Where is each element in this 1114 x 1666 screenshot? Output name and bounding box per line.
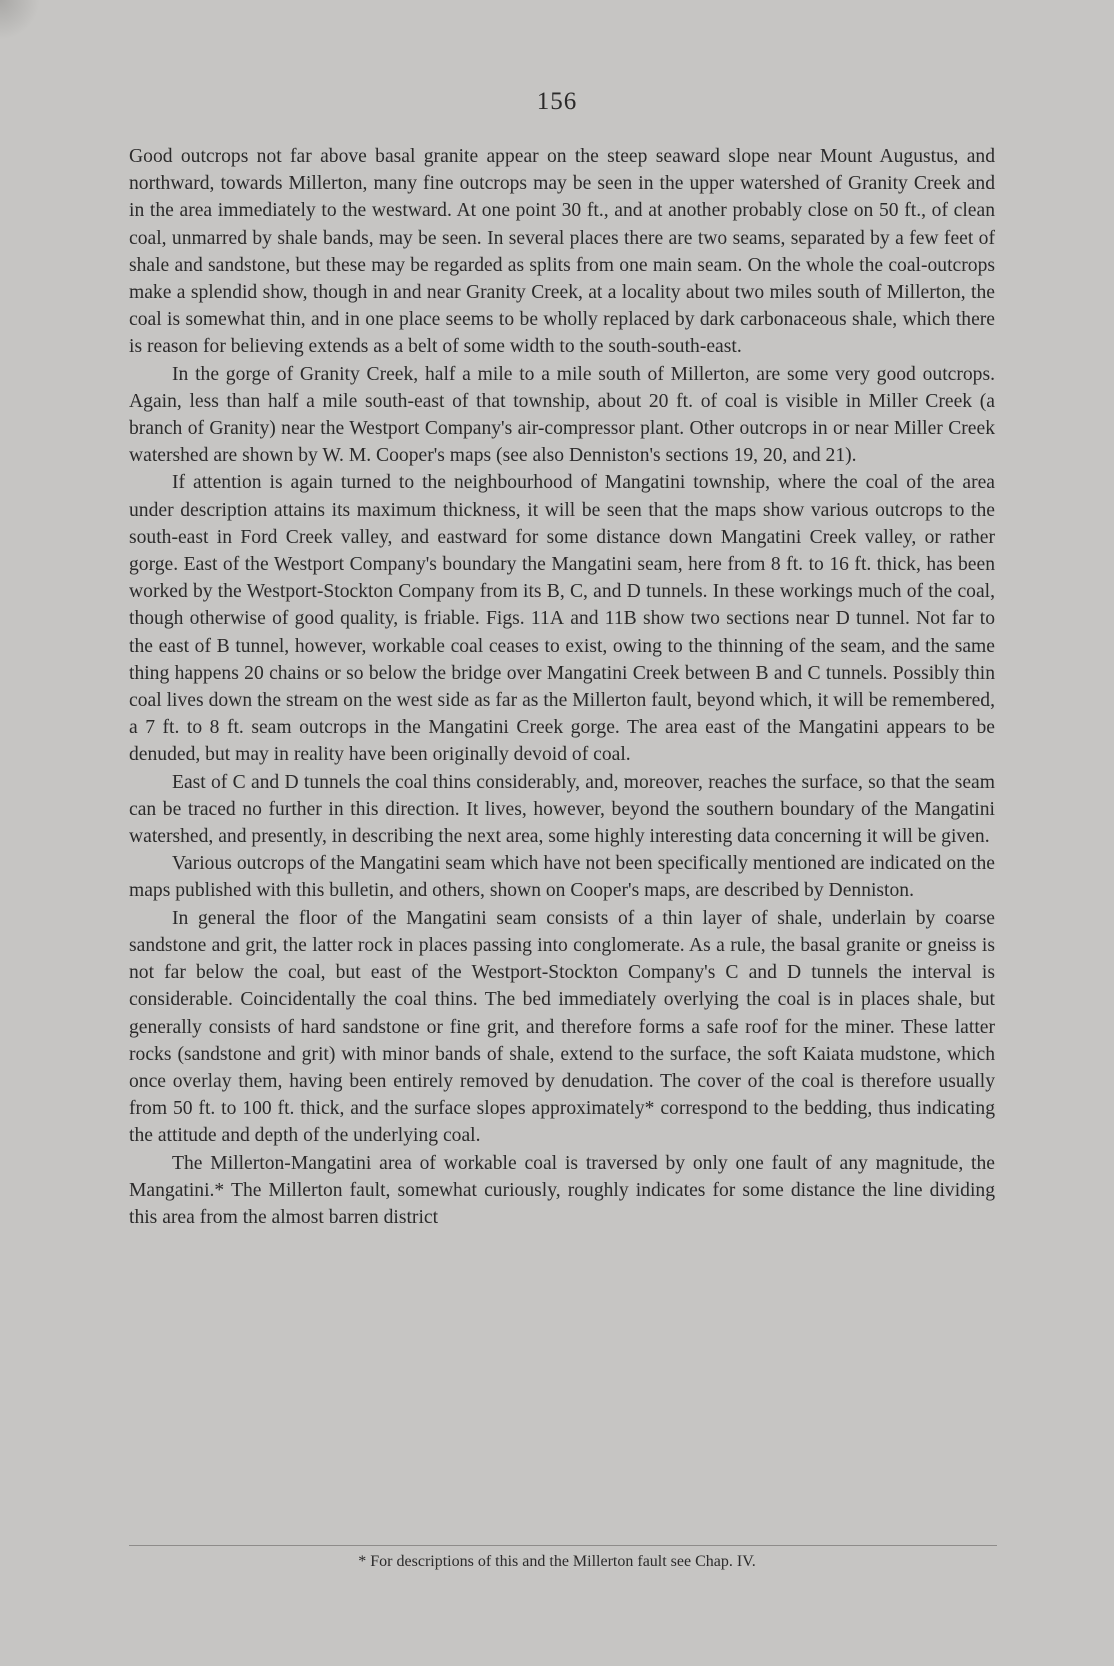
figure-ref-a: A <box>549 608 564 630</box>
paragraph-3-part-1: If attention is again turned to the neighbourhood of Mangatini township, where the coal of the area under description attains its maximum thickness, it will be seen that the maps show various outcrops to the south-east in Ford Creek valley, and eastward for some distance down Mangatini Creek valley, or rather gorge. East of the Westport Company's boundary the Mangatini seam, here from 8 ft. to 16 ft. thick, has been worked by the Westport-Stockton Company from its B, C, and D tunnels. In these workings much of the coal, though otherwise of good quality, is friable. Figs. 11 <box>129 472 995 630</box>
paragraph-7: The Millerton-Mangatini area of workable coal is traversed by only one fault of any magnitude, the Mangatini.* The Millerton fault, somewhat curiously, roughly indicates for some distance the line dividing this area from the almost barren district <box>129 1152 995 1228</box>
paragraph-3 <box>129 469 995 768</box>
paragraph-2: In the gorge of Granity Creek, half a mile to a mile south of Millerton, are some very good outcrops. Again, less than half a mile south-east of that township, about 20 ft. of coal is visible in Miller Creek (a branch of Granity) near the Westport Company's air-compressor plant. Other outcrops in or near Miller Creek watershed are shown by W. M. Cooper's maps (see also Denniston's sections 19, 20, and 21). <box>129 363 995 467</box>
body-text <box>129 143 995 1231</box>
footnote-divider <box>129 1545 997 1546</box>
footnote: * For descriptions of this and the Millerton fault see Chap. IV. <box>358 1553 756 1570</box>
paragraph-1: Good outcrops not far above basal granite appear on the steep seaward slope near Mount Augustus, and northward, towards Millerton, many fine outcrops may be seen in the upper watershed of Granity Creek and in the area immediately to the westward. At one point 30 ft., and at another probably close on 50 ft., of clean coal, unmarred by shale bands, may be seen. In several places there are two seams, separated by a few feet of shale and sandstone, but these may be regarded as splits from one main seam. On the whole the coal-outcrops make a splendid show, though in and near Granity Creek, at a locality about two miles south of Millerton, the coal is somewhat thin, and in one place seems to be wholly replaced by dark carbonaceous shale, which there is reason for believing extends as a belt of some width to the south-south-east. <box>129 146 995 358</box>
paragraph-4: East of C and D tunnels the coal thins considerably, and, moreover, reaches the surface, so that the seam can be traced no further in this direction. It lives, however, beyond the southern boundary of the Mangatini watershed, and presently, in describing the next area, some highly interesting data concerning it will be given. <box>129 771 995 848</box>
page-corner-smudge <box>0 0 40 40</box>
figure-ref-b: B <box>623 608 637 630</box>
paragraph-3-part-2: and 11 <box>563 608 624 630</box>
paragraph-5: Various outcrops of the Mangatini seam which have not been specifically mentioned are indicated on the maps published with this bulletin, and others, shown on Cooper's maps, are described by Denniston. <box>129 853 995 902</box>
paragraph-6: In general the floor of the Mangatini seam consists of a thin layer of shale, underlain by coarse sandstone and grit, the latter rock in places passing into conglomerate. As a rule, the basal granite or gneiss is not far below the coal, but east of the Westport-Stockton Company's C and D tunnels the interval is considerable. Coincidentally the coal thins. The bed immediately overlying the coal is in places shale, but generally consists of hard sandstone or fine grit, and therefore forms a safe roof for the miner. These latter rocks (sandstone and grit) with minor bands of shale, extend to the surface, the soft Kaiata mudstone, which once overlay them, having been entirely removed by denudation. The cover of the coal is therefore usually from 50 ft. to 100 ft. thick, and the surface slopes approximately* correspond to the bedding, thus indicating the attitude and depth of the underlying coal. <box>129 907 995 1147</box>
page-number: 156 <box>536 88 578 115</box>
paragraph-3-part-3: show two sections near D tunnel. Not far to the east of B tunnel, however, workable coal ceases to exist, owing to the thinning of the seam, and the same thing happens 20 chains or so below the bridge over Mangatini Creek between B and C tunnels. Possibly thin coal lives down the stream on the west side as far as the Millerton fault, beyond which, it will be remembered, a 7 ft. to 8 ft. seam outcrops in the Mangatini Creek gorge. The area east of the Mangatini appears to be denuded, but may in reality have been originally devoid of coal. <box>129 608 995 766</box>
